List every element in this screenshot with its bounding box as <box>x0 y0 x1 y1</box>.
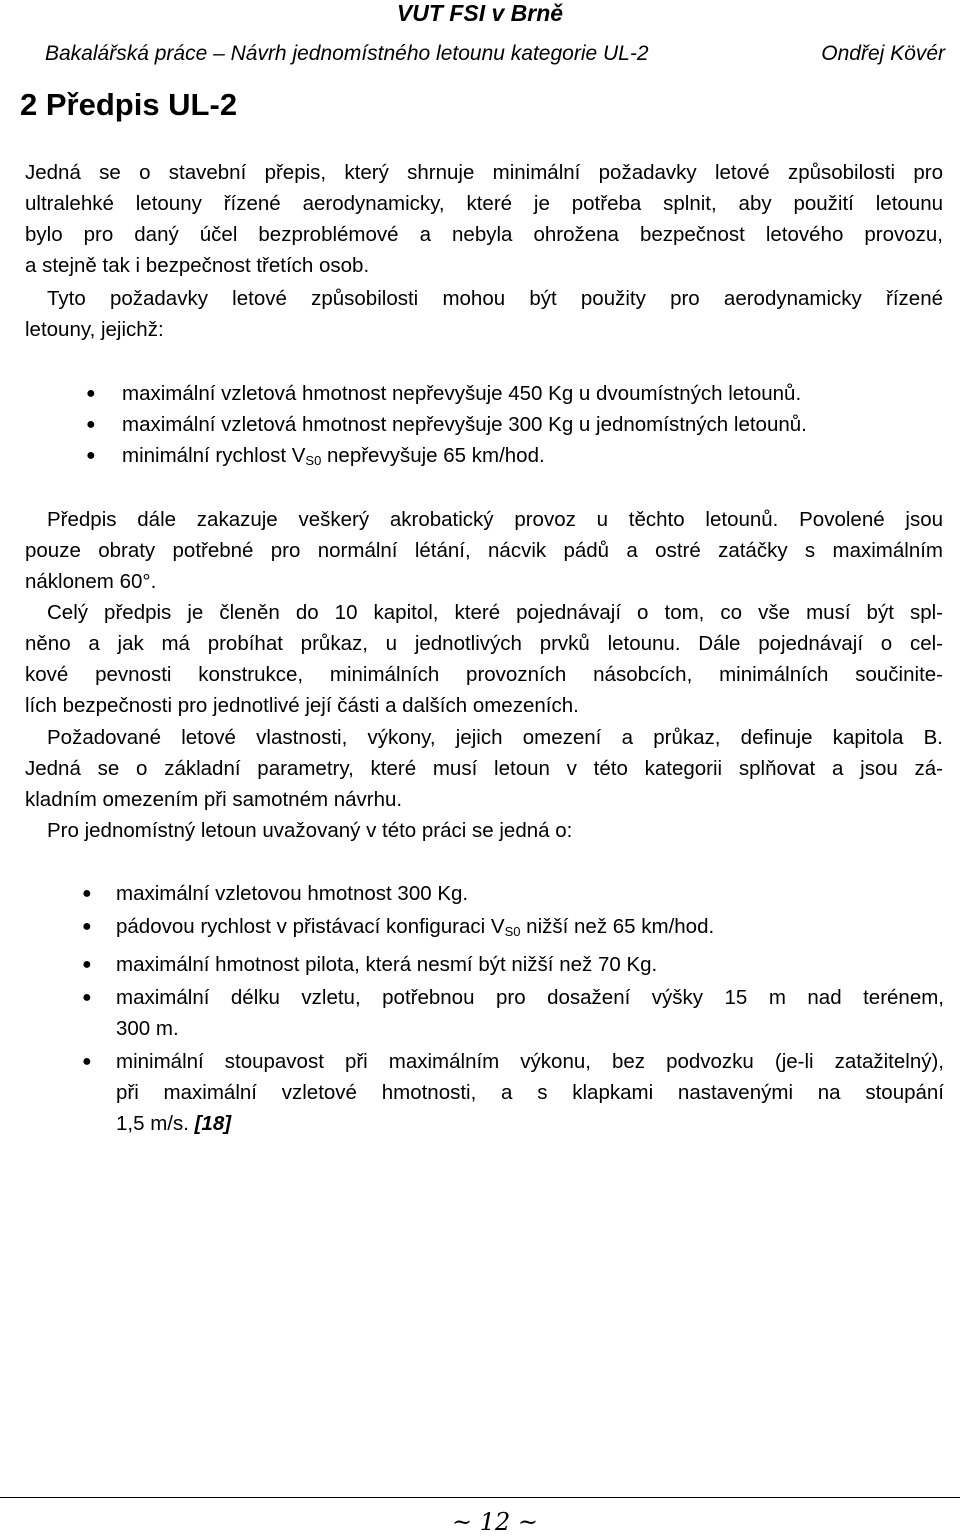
intro-line: bylo pro daný účel bezproblémové a nebyla ohrožena bezpečnost letového provozu, <box>25 223 943 246</box>
page-number: ~ 12 ~ <box>451 1508 538 1536</box>
chapters-line: něno a jak má probíhat průkaz, u jednotlivých prvků letounu. Dále pojednávají o cel- <box>25 632 943 655</box>
bullet-icon: ● <box>82 956 92 973</box>
acro-line: náklonem 60°. <box>25 570 157 593</box>
aircraft-criteria-list <box>86 378 946 476</box>
single-seat-criteria-list <box>82 878 944 1139</box>
list-item <box>82 1046 944 1139</box>
list-item <box>82 911 944 947</box>
requirements-line: Tyto požadavky letové způsobilosti mohou být použity pro aerodynamicky řízené <box>47 287 943 310</box>
intro-line: a stejně tak i bezpečnost třetích osob. <box>25 254 370 277</box>
chapter-title: 2 Předpis UL-2 <box>20 87 238 122</box>
bullet-icon: ● <box>82 1053 92 1070</box>
intro-paragraph <box>25 157 943 281</box>
list-item-text: pádovou rychlost v přistávací konfiguraci $V_{S0}$ nižší než 65 km/hod. <box>116 915 715 939</box>
requirements-line: letouny, jejichž: <box>25 318 164 341</box>
single-seat-intro <box>25 815 943 846</box>
bullet-icon: ● <box>82 989 92 1006</box>
chapters-line: lích bezpečnosti pro jednotlivé její části a dalších omezeních. <box>25 694 579 717</box>
header-author: Ondřej Kövér <box>821 42 945 65</box>
list-item-text: maximální hmotnost pilota, která nesmí být nižší než 70 Kg. <box>116 953 658 976</box>
bullet-icon: ● <box>86 416 96 433</box>
header-thesis-title: Bakalářská práce – Návrh jednomístného letounu kategorie UL-2 <box>45 42 649 65</box>
list-item <box>86 440 946 476</box>
flight-properties-paragraph <box>25 722 943 815</box>
acro-line: pouze obraty potřebné pro normální létání, nácvik pádů a ostré zatáčky s maximálním <box>25 539 943 562</box>
citation-reference: [18] <box>194 1112 232 1135</box>
list-item-text: maximální vzletová hmotnost nepřevyšuje 450 Kg u dvoumístných letounů. <box>122 382 802 405</box>
chapters-line: Celý předpis je členěn do 10 kapitol, které pojednávají o tom, co vše musí být spl- <box>47 601 943 624</box>
intro-line: ultralehké letouny řízené aerodynamicky, které je potřeba splnit, aby použití letounu <box>25 192 943 215</box>
list-item-text: maximální vzletová hmotnost nepřevyšuje 300 Kg u jednomístných letounů. <box>122 413 807 436</box>
acro-line: Předpis dále zakazuje veškerý akrobatický provoz u těchto letounů. Povolené jsou <box>47 508 943 531</box>
single-seat-line: Pro jednomístný letoun uvažovaný v této práci se jedná o: <box>47 819 573 842</box>
bullet-icon: ● <box>82 918 92 935</box>
flight-line: Jedná se o základní parametry, které musí letoun v této kategorii splňovat a jsou zá- <box>25 757 943 780</box>
chapters-line: kové pevnosti konstrukce, minimálních provozních násobcích, minimálních součinite- <box>25 663 943 686</box>
list-item-text: minimální stoupavost při maximálním výkonu, bez podvozku (je-li zatažitelný), při maximální vzletové hmotnosti, a s klapkami nastavenými na stoupání 1,5 m/s. [18] <box>116 1050 944 1135</box>
list-item <box>86 409 946 440</box>
chapters-paragraph <box>25 597 943 721</box>
list-item <box>82 949 944 980</box>
bullet-icon: ● <box>86 447 96 464</box>
list-item <box>86 378 946 409</box>
requirements-intro-paragraph <box>25 283 943 345</box>
flight-line: Požadované letové vlastnosti, výkony, jejich omezení a průkaz, definuje kapitola B. <box>47 726 943 749</box>
footer-divider <box>0 1497 960 1498</box>
acrobatics-paragraph <box>25 504 943 597</box>
list-item-text: maximální délku vzletu, potřebnou pro dosažení výšky 15 m nad terénem, 300 m. <box>116 986 944 1040</box>
bullet-icon: ● <box>82 885 92 902</box>
list-item <box>82 878 944 909</box>
flight-line: kladním omezením při samotném návrhu. <box>25 788 403 811</box>
list-item-text: minimální rychlost $V_{S0}$ nepřevyšuje 65 km/hod. <box>122 444 545 468</box>
bullet-icon: ● <box>86 385 96 402</box>
intro-line: Jedná se o stavební přepis, který shrnuje minimální požadavky letové způsobilosti pro <box>25 161 943 184</box>
list-item-text: maximální vzletovou hmotnost 300 Kg. <box>116 882 469 905</box>
list-item <box>82 982 944 1044</box>
header-institution: VUT FSI v Brně <box>396 0 564 26</box>
